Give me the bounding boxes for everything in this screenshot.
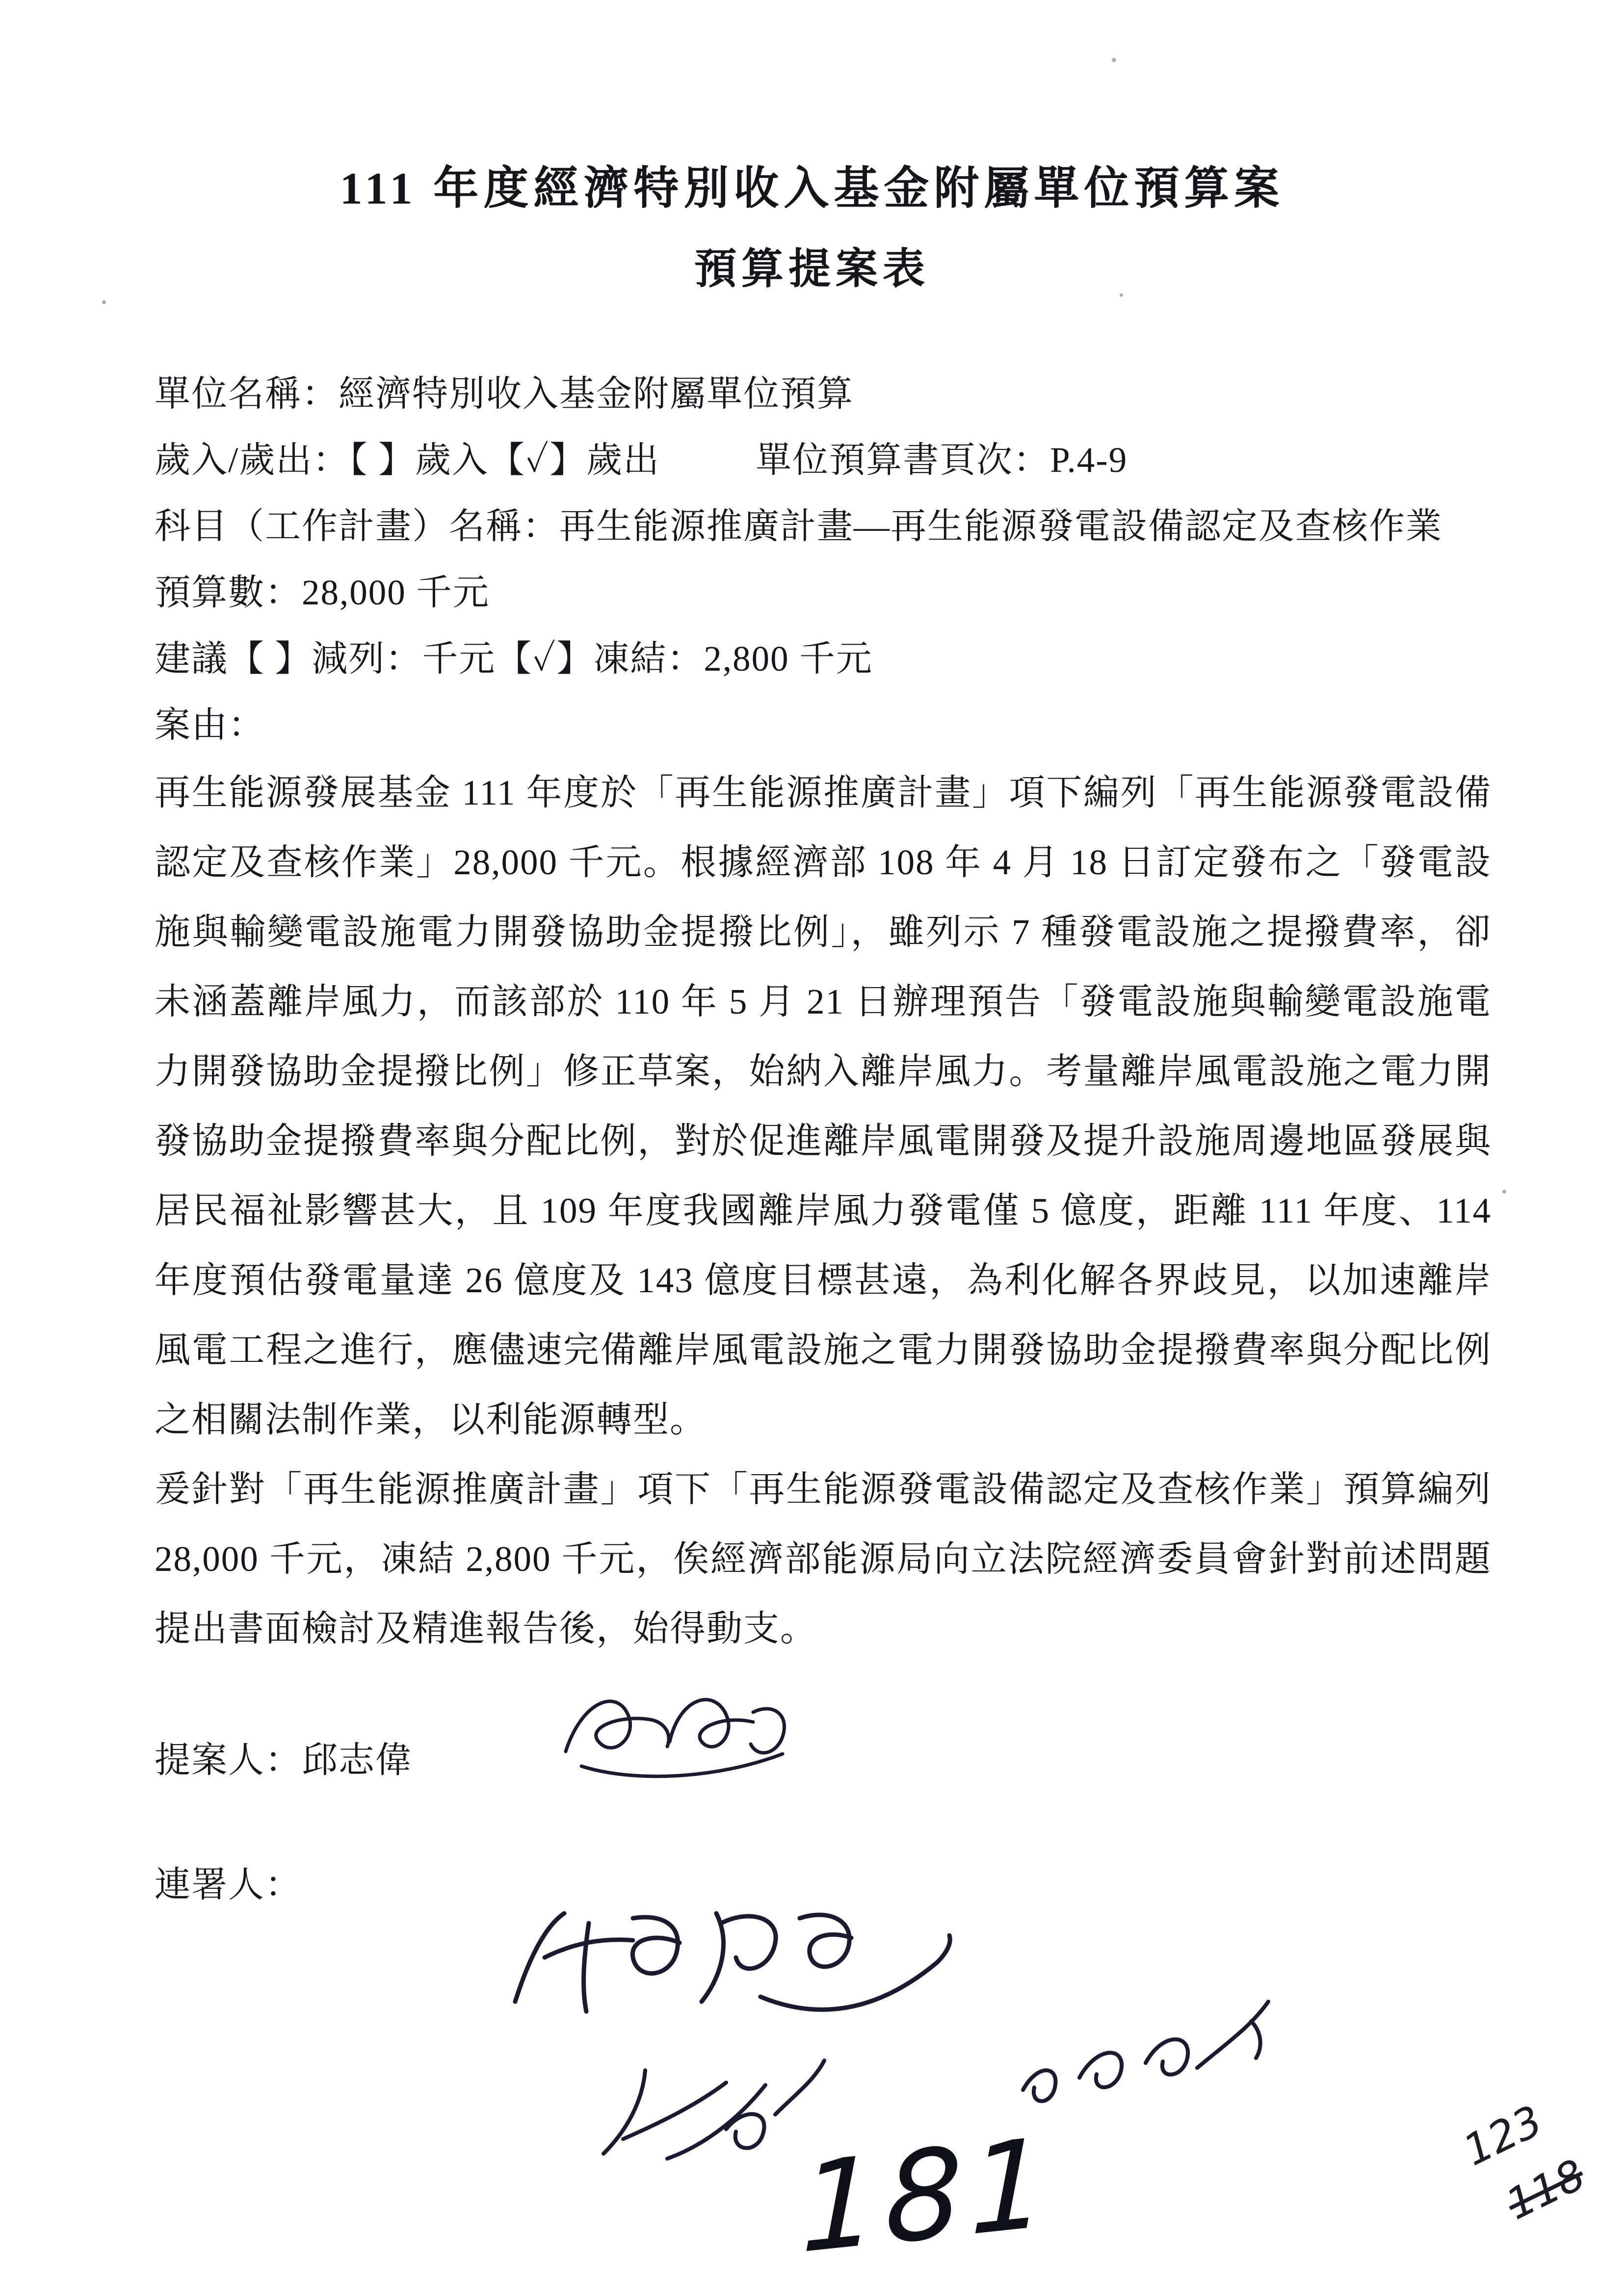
scan-speck <box>1502 1190 1506 1194</box>
case-paragraph-2: 爰針對「再生能源推廣計畫」項下「再生能源發電設備認定及查核作業」預算編列 28,000 千元，凍結 2,800 千元，俟經濟部能源局向立法院經濟委員會針對前述問題提出書面檢討及精進報告後，始得動支。 <box>155 1469 1492 1648</box>
corner-note-top: 123 <box>1456 2096 1550 2176</box>
field-page-ref: 單位預算書頁次：P.4-9 <box>756 440 1128 480</box>
field-subject: 科目（工作計畫）名稱：再生能源推廣計畫—再生能源發電設備認定及查核作業 <box>155 506 1442 546</box>
field-in-out: 歲入/歲出：【 】歲入【✓】歲出 <box>155 440 660 480</box>
cosigner-label: 連署人： <box>155 1865 302 1905</box>
doc-subtitle: 預算提案表 <box>694 245 930 292</box>
field-inout-line <box>155 427 1492 493</box>
handwritten-page-number: 181 <box>800 2111 1054 2281</box>
doc-title: 111 年度經濟特別收入基金附屬單位預算案 <box>340 163 1284 213</box>
field-suggestion: 建議【 】減列：千元【✓】凍結：2,800 千元 <box>155 639 873 678</box>
case-label: 案由： <box>155 705 265 745</box>
cosigner-signature-2 <box>564 2016 839 2178</box>
case-paragraph-1: 再生能源發展基金 111 年度於「再生能源推廣計畫」項下編列「再生能源發電設備認定及查核作業」28,000 千元。根據經濟部 108 年 4 月 18 日訂定發布之「發電設施與輸變電設施電力開發協助金提撥比例」，雖列示 7 種發電設施之提撥費率，卻未涵蓋離岸風力，而該部於 110 年 5 月 21 日辦理預告「發電設施與輸變電設施電力開發協助金提撥比例」修正草案，始納入離岸風力。考量離岸風電設施之電力開發協助金提撥費率與分配比例，對於促進離岸風電開發及提升設施周邊地區發展與居民福祉影響甚大，且 109 年度我國離岸風力發電僅 5 億度，距離 111 年度、114 年度預估發電量達 26 億度及 143 億度目標甚遠，為利化解各界歧見，以加速離岸風電工程之進行，應儘速完備離岸風電設施之電力開發協助金提撥費率與分配比例之相關法制作業，以利能源轉型。 <box>155 773 1492 1439</box>
proposer-signature <box>547 1668 802 1796</box>
scan-speck <box>102 300 106 304</box>
field-budget: 預算數：28,000 千元 <box>155 573 490 612</box>
proposer-label: 提案人：邱志偉 <box>155 1740 412 1780</box>
scan-speck <box>1120 293 1123 297</box>
corner-handwritten-notes <box>1458 2094 1591 2232</box>
doc-body <box>155 361 1492 1664</box>
field-unit-name: 單位名稱：經濟特別收入基金附屬單位預算 <box>155 374 854 414</box>
corner-note-bottom: 118 <box>1498 2150 1593 2230</box>
scan-speck <box>1112 58 1116 62</box>
